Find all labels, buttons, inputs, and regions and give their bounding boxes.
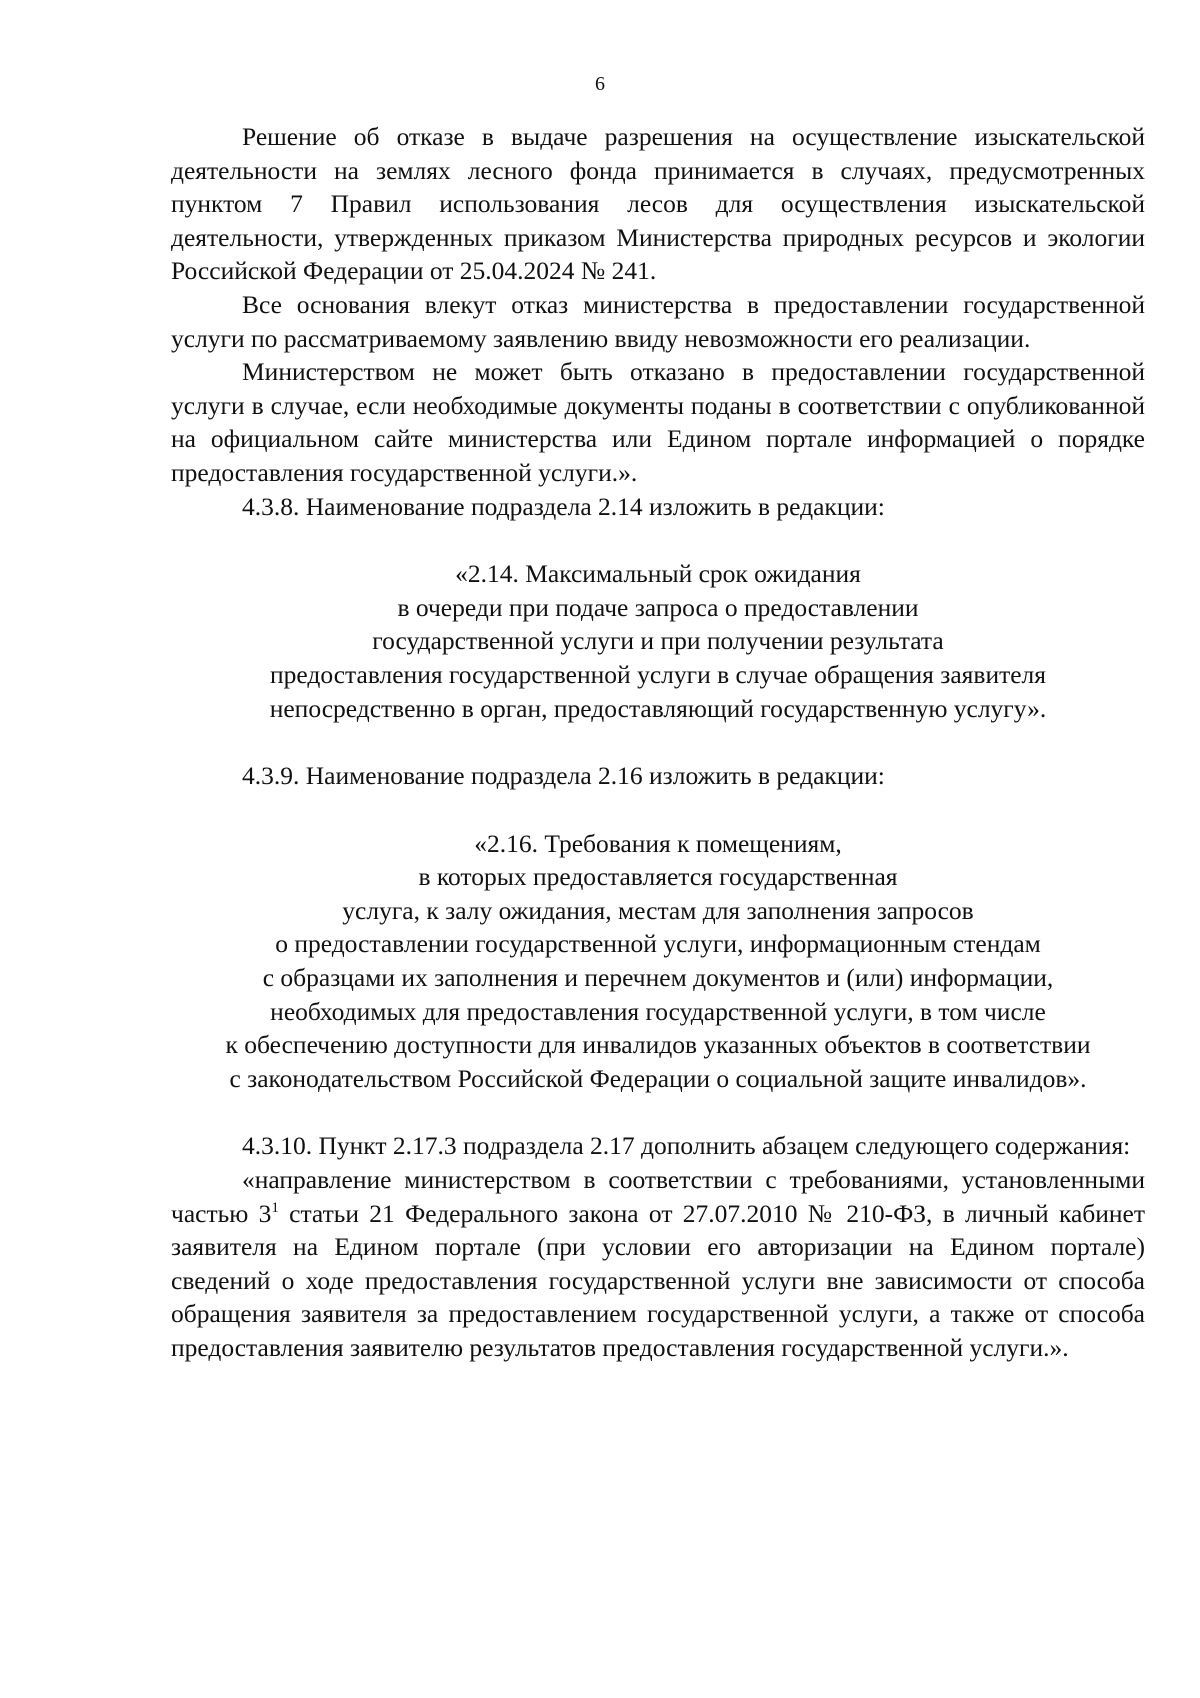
heading-2-14 [171,557,1145,725]
paragraph-no-refusal: Министерством не может быть отказано в предоставлении государственной услуги в случае, если необходимые документы поданы в соответствии с опубликованной на официальном сайте министерства или Едином портале информацией о порядке предоставления государственной услуги.». [171,357,1145,487]
page-number: 6 [595,73,605,95]
heading-2-16-line: необходимых для предоставления государственной услуги, в том числе [270,996,1046,1026]
heading-2-14-line: предоставления государственной услуги в случае обращения заявителя [269,659,1047,689]
paragraph-4-3-10: 4.3.10. Пункт 2.17.3 подраздела 2.17 дополнить абзацем следующего содержания: [242,1131,1131,1161]
heading-2-16-line: услуга, к залу ожидания, местам для заполнения запросов [342,895,974,925]
spacer [171,523,1145,557]
heading-2-16-line: «2.16. Требования к помещениям, [474,828,842,858]
paragraph-4-3-8: 4.3.8. Наименование подраздела 2.14 изложить в редакции: [242,491,885,521]
heading-2-16-line: с образцами их заполнения и перечнем документов и (или) информации, [262,963,1054,993]
paragraph-quoted-addition [171,1163,1145,1365]
heading-2-16-line: к обеспечению доступности для инвалидов указанных объектов в соответствии [225,1030,1091,1060]
heading-2-16-line: в которых предоставляется государственная [418,862,898,892]
spacer [171,1095,1145,1129]
heading-2-14-line: «2.14. Максимальный срок ожидания [455,559,861,589]
paragraph-grounds: Все основания влекут отказ министерства в предоставлении государственной услуги по рассматриваемому заявлению ввиду невозможности его реализации. [171,289,1145,353]
quoted-text-part: статьи 21 Федерального закона от 27.07.2010 № 210-ФЗ, в личный кабинет заявителя на Едином портале (при условии его авторизации на Едином портале) сведений о ходе предоставления государственной услуги вне зависимости от способа обращения заявителя за предоставлением государственной услуги, а также от способа предоставления заявителю результатов предоставления государственной услуги.». [171,1198,1145,1362]
heading-2-16 [171,827,1145,1096]
heading-2-14-line: государственной услуги и при получении результата [372,626,944,656]
heading-2-14-line: непосредственно в орган, предоставляющий государственную услугу». [269,693,1047,723]
heading-2-14-line: в очереди при подаче запроса о предоставлении [397,592,919,622]
spacer [171,793,1145,827]
paragraph-4-3-9: 4.3.9. Наименование подраздела 2.16 изложить в редакции: [242,761,885,791]
document-body [171,120,1145,1365]
heading-2-16-line: с законодательством Российской Федерации о социальной защите инвалидов». [229,1063,1087,1093]
superscript-marker: 1 [271,1199,279,1216]
paragraph-refusal-decision: Решение об отказе в выдаче разрешения на осуществление изыскательской деятельности на землях лесного фонда принимается в случаях, предусмотренных пунктом 7 Правил использования лесов для осуществления изыскательской деятельности, утвержденных приказом Министерства природных ресурсов и экологии Российской Федерации от 25.04.2024 № 241. [171,122,1145,286]
heading-2-16-line: о предоставлении государственной услуги, информационным стендам [275,929,1041,959]
quoted-text-part: «направление министерством в соответствии с требованиями, установленными частью 3 [171,1165,1145,1228]
spacer [171,725,1145,759]
